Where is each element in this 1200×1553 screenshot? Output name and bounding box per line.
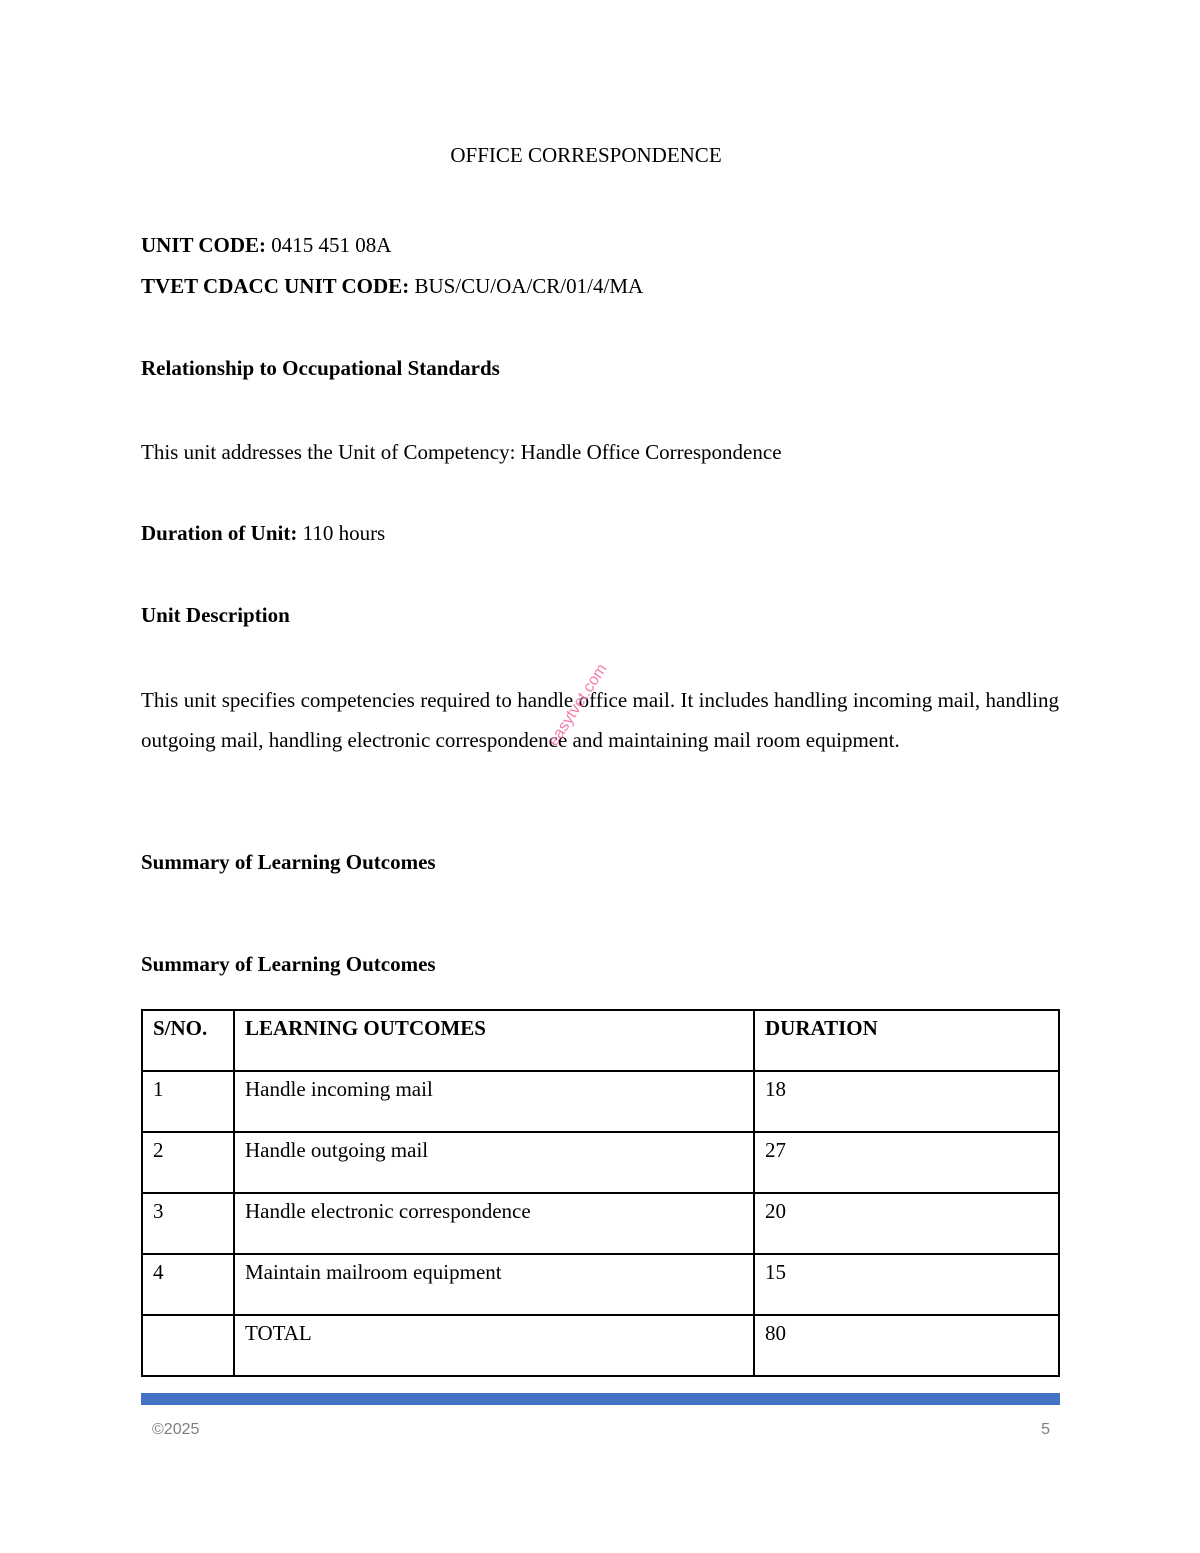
summary-heading-1: Summary of Learning Outcomes: [141, 850, 436, 874]
table-row: [142, 1132, 1059, 1193]
cell-sno: 2: [142, 1132, 234, 1193]
unit-code-label: UNIT CODE:: [141, 233, 267, 257]
footer-bar: [141, 1393, 1060, 1405]
unit-code-line: [141, 233, 391, 258]
tvet-code-line: [141, 274, 643, 299]
duration-value: 110 hours: [297, 521, 386, 545]
table-row: [142, 1071, 1059, 1132]
description-heading: Unit Description: [141, 603, 290, 627]
table-header-row: [142, 1010, 1059, 1071]
table-row: [142, 1254, 1059, 1315]
cell-outcome: Maintain mailroom equipment: [234, 1254, 754, 1315]
unit-code-value: 0415 451 08A: [266, 233, 392, 257]
header-duration: DURATION: [754, 1010, 1059, 1071]
cell-duration: 18: [754, 1071, 1059, 1132]
summary-heading-2: Summary of Learning Outcomes: [141, 952, 436, 976]
learning-outcomes-table: [141, 1009, 1060, 1377]
cell-sno: 3: [142, 1193, 234, 1254]
footer-copyright: ©2025: [152, 1421, 200, 1438]
description-text: This unit specifies competencies required to handle office mail. It includes handling incoming mail, handling outgoing mail, handling electronic correspondence and maintaining mail room equipment.: [141, 688, 1059, 752]
table-total-row: [142, 1315, 1059, 1376]
cell-outcome: Handle outgoing mail: [234, 1132, 754, 1193]
watermark: easytvet.com: [545, 660, 611, 750]
table-row: [142, 1193, 1059, 1254]
footer-page-number: 5: [1041, 1421, 1050, 1438]
cell-total-label: TOTAL: [234, 1315, 754, 1376]
header-learning-outcomes: LEARNING OUTCOMES: [234, 1010, 754, 1071]
relationship-heading: Relationship to Occupational Standards: [141, 356, 500, 380]
cell-outcome: Handle incoming mail: [234, 1071, 754, 1132]
cell-duration: 20: [754, 1193, 1059, 1254]
cell-sno: [142, 1315, 234, 1376]
tvet-code-label: TVET CDACC UNIT CODE:: [141, 274, 410, 298]
page-title: OFFICE CORRESPONDENCE: [450, 143, 722, 167]
cell-duration: 15: [754, 1254, 1059, 1315]
duration-line: [141, 521, 385, 546]
header-sno: S/NO.: [142, 1010, 234, 1071]
cell-sno: 1: [142, 1071, 234, 1132]
cell-outcome: Handle electronic correspondence: [234, 1193, 754, 1254]
relationship-text: This unit addresses the Unit of Competency: Handle Office Correspondence: [141, 440, 782, 464]
cell-total-duration: 80: [754, 1315, 1059, 1376]
duration-label: Duration of Unit:: [141, 521, 298, 545]
tvet-code-value: BUS/CU/OA/CR/01/4/MA: [409, 274, 644, 298]
cell-sno: 4: [142, 1254, 234, 1315]
cell-duration: 27: [754, 1132, 1059, 1193]
